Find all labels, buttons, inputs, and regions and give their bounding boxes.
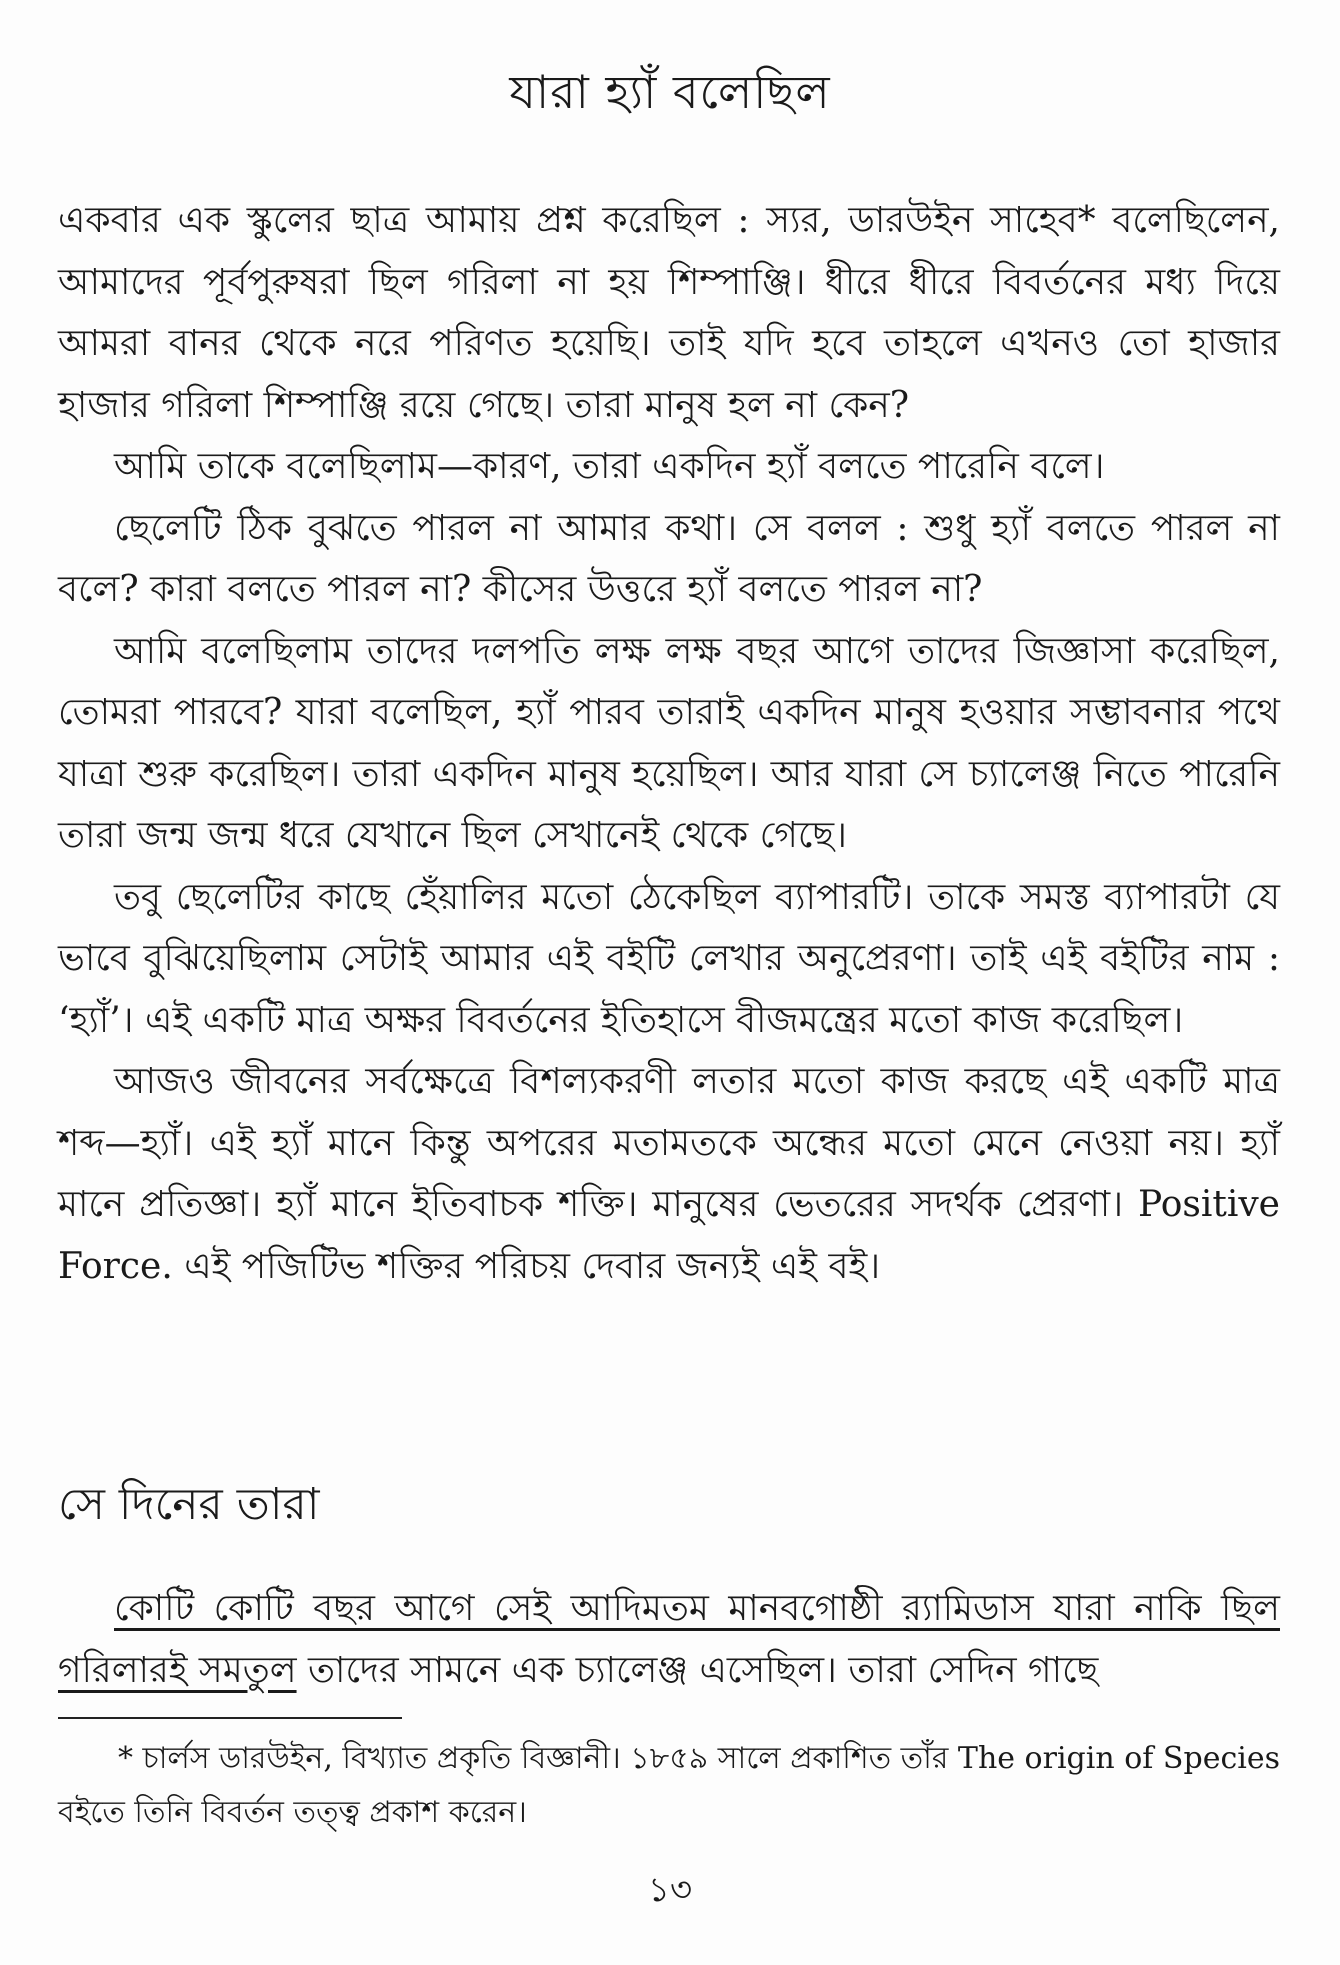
section-body xyxy=(58,1578,1280,1702)
section-paragraph-rest: তাদের সামনে এক চ্যালেঞ্জ এসেছিল। তারা সেদিন গাছে xyxy=(296,1650,1099,1691)
paragraph-1: একবার এক স্কুলের ছাত্র আমায় প্রশ্ন করেছিল : স্যর, ডারউইন সাহেব* বলেছিলেন, আমাদের পূর্বপুরুষরা ছিল গরিলা না হয় শিম্পাঞ্জি। ধীরে ধীরে বিবর্তনের মধ্য দিয়ে আমরা বানর থেকে নরে পরিণত হয়েছি। তাই যদি হবে তাহলে এখনও তো হাজার হাজার গরিলা শিম্পাঞ্জি রয়ে গেছে। তারা মানুষ হল না কেন? xyxy=(58,200,1280,426)
chapter-body xyxy=(58,190,1280,1297)
chapter-title: যারা হ্যাঁ বলেছিল xyxy=(509,65,831,119)
paragraph-5: তবু ছেলেটির কাছে হেঁয়ালির মতো ঠেকেছিল ব্যাপারটি। তাকে সমস্ত ব্যাপারটা যে ভাবে বুঝিয়েছিলাম সেটাই আমার এই বইটি লেখার অনুপ্রেরণা। তাই এই বইটির নাম : ‘হ্যাঁ’। এই একটি মাত্র অক্ষর বিবর্তনের ইতিহাসে বীজমন্ত্রের মতো কাজ করেছিল। xyxy=(58,876,1280,1041)
page-number: ১৩ xyxy=(647,1870,693,1910)
section-heading: সে দিনের তারা xyxy=(58,1479,320,1530)
paragraph-2: আমি তাকে বলেছিলাম—কারণ, তারা একদিন হ্যাঁ বলতে পারেনি বলে। xyxy=(114,446,1105,487)
underlined-phrase: কোটি কোটি বছর আগে সেই আদিমতম মানবগোষ্ঠী র‍্যামিডাস যারা নাকি ছিল গরিলারই সমতুল xyxy=(58,1588,1280,1691)
footnote xyxy=(58,1732,1280,1840)
footnote-divider xyxy=(58,1717,402,1719)
paragraph-6: আজও জীবনের সর্বক্ষেত্রে বিশল্যকরণী লতার মতো কাজ করছে এই একটি মাত্র শব্দ—হ্যাঁ। এই হ্যাঁ মানে কিন্তু অপরের মতামতকে অন্ধের মতো মেনে নেওয়া নয়। হ্যাঁ মানে প্রতিজ্ঞা। হ্যাঁ মানে ইতিবাচক শক্তি। মানুষের ভেতরের সদর্থক প্রেরণা। Positive Force. এই পজিটিভ শক্তির পরিচয় দেবার জন্যই এই বই। xyxy=(58,1061,1280,1287)
paragraph-3: ছেলেটি ঠিক বুঝতে পারল না আমার কথা। সে বলল : শুধু হ্যাঁ বলতে পারল না বলে? কারা বলতে পারল না? কীসের উত্তরে হ্যাঁ বলতে পারল না? xyxy=(58,507,1280,610)
paragraph-4: আমি বলেছিলাম তাদের দলপতি লক্ষ লক্ষ বছর আগে তাদের জিজ্ঞাসা করেছিল, তোমরা পারবে? যারা বলেছিল, হ্যাঁ পারব তারাই একদিন মানুষ হওয়ার সম্ভাবনার পথে যাত্রা শুরু করেছিল। তারা একদিন মানুষ হয়েছিল। আর যারা সে চ্যালেঞ্জ নিতে পারেনি তারা জন্ম জন্ম ধরে যেখানে ছিল সেখানেই থেকে গেছে। xyxy=(58,630,1280,856)
section-paragraph xyxy=(58,1578,1280,1702)
footnote-text: * চার্লস ডারউইন, বিখ্যাত প্রকৃতি বিজ্ঞানী। ১৮৫৯ সালে প্রকাশিত তাঁর The origin of Species বইতে তিনি বিবর্তন তত্ত্ব প্রকাশ করেন। xyxy=(58,1741,1280,1830)
